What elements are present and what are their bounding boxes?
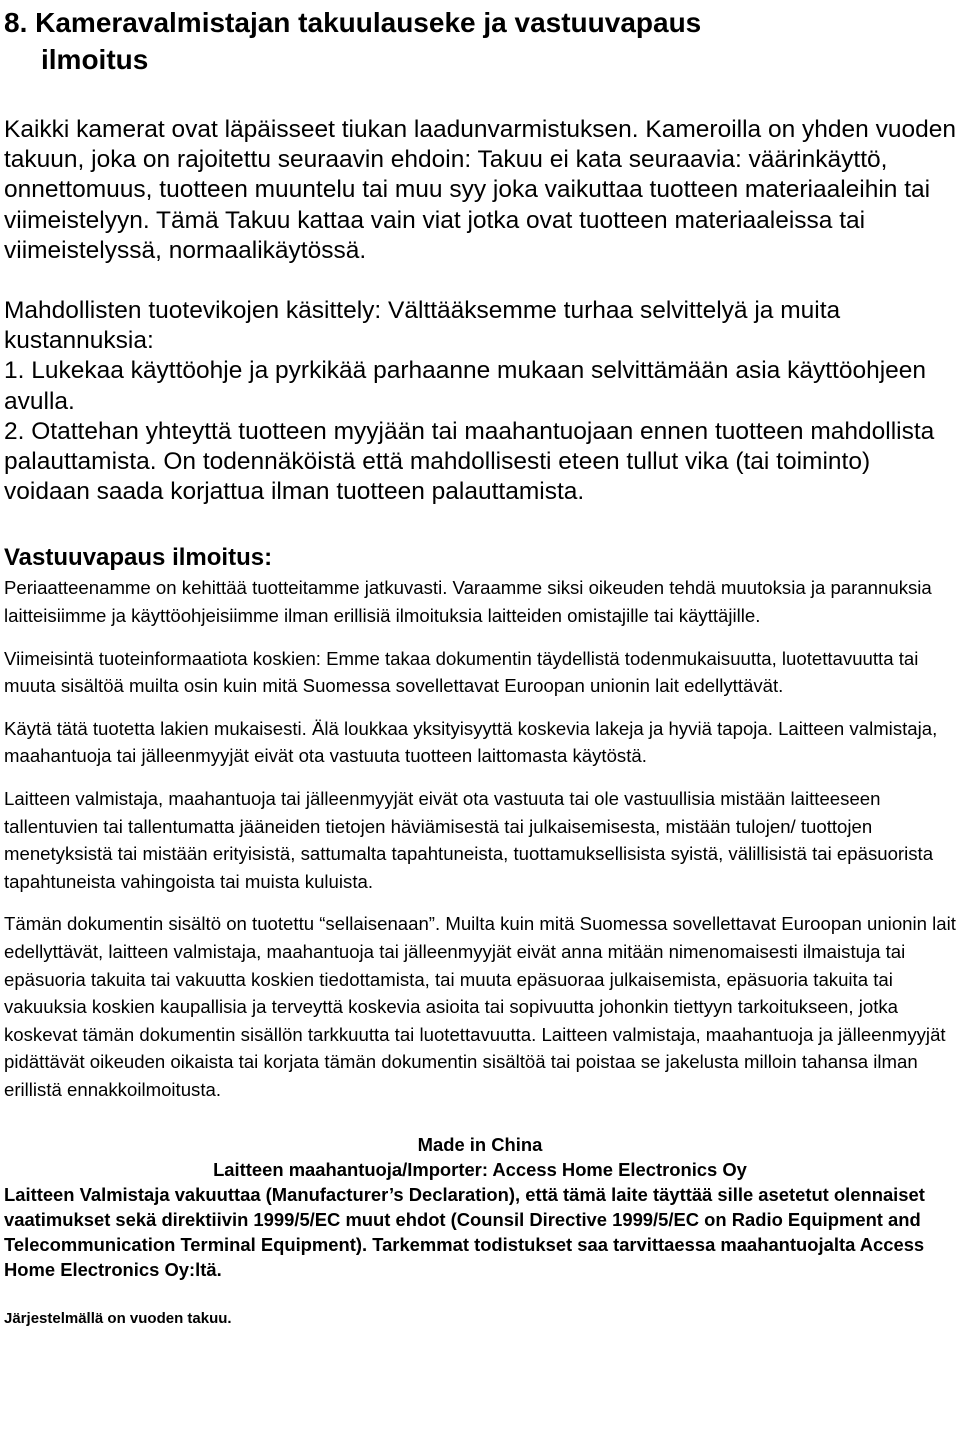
disclaimer-paragraph-1: Periaatteenamme on kehittää tuotteitamme jatkuvasti. Varaamme siksi oikeuden tehdä muutoksia ja parannuksia laitteisiimme ja käyttöohjeisiimme ilman erillisiä ilmoituksia laitteiden omistajille tai käyttäjille. [4, 577, 932, 627]
warranty-note: Järjestelmällä on vuoden takuu. [4, 1309, 232, 1327]
disclaimer-heading: Vastuuvapaus ilmoitus: [4, 544, 273, 572]
section-title-line-1 [4, 4, 956, 41]
defect-step-2: 2. Otattehan yhteyttä tuotteen myyjään tai maahantuojaan ennen tuotteen mahdollista palauttamista. On todennäköistä että mahdollisesti eteen tullut vika (tai toiminto) voidaan saada korjattua ilman tuotteen palauttamista. [4, 417, 935, 506]
section-title [4, 0, 956, 78]
disclaimer-paragraph-5: Tämän dokumentin sisältö on tuotettu “sellaisenaan”. Muilta kuin mitä Suomessa sovellettavat Euroopan unionin lait edellyttävät, laitteen valmistaja, maahantuoja tai jälleenmyyjät eivät anna mitään nimenomaisesti ilmaistuja tai epäsuoria takuita tai vakuutta koskien tiedottamista, tai muuta epäsuoraa julkaisemista, epäsuoria takuita tai vakuuksia koskien kaupallisia ja terveyttä koskevia asioita tai sopivuutta johonkin tiettyyn tarkoitukseen, jotka koskevat tämän dokumentin sisällön tarkkuutta tai luotettavuutta. Laitteen valmistaja, maahantuoja ja jälleenmyyjät pidättävät oikeuden oikaista tai korjata tämän dokumentin sisältöä tai poistaa se jakelusta milloin tahansa ilman erillistä ennakkoilmoitusta. [4, 913, 956, 1100]
manufacturer-declaration: Laitteen Valmistaja vakuuttaa (Manufacturer’s Declaration), että tämä laite täyttää sille asetetut olennaiset vaatimukset sekä direktiivin 1999/5/EC muut ehdot (Counsil Directive 1999/5/EC on Radio Equipment and Telecommunication Terminal Equipment). Tarkemmat todistukset saa tarvittaessa maahantuojalta Access Home Electronics Oy:ltä. [4, 1183, 925, 1280]
warranty-paragraph: Kaikki kamerat ovat läpäisseet tiukan laadunvarmistuksen. Kameroilla on yhden vuoden takuun, joka on rajoitettu seuraavin ehdoin: Takuu ei kata seuraavia: väärinkäyttö, onnettomuus, tuotteen muuntelu tai muu syy joka vaikuttaa tuotteen materiaaleihin tai viimeistelyyn. Tämä Takuu kattaa vain viat jotka ovat tuotteen materiaaleissa tai viimeistelyssä, normaalikäytössä. [4, 116, 956, 264]
importer-label: Laitteen maahantuoja/Importer: Access Home Electronics Oy [213, 1158, 747, 1180]
disclaimer-paragraph-3: Käytä tätä tuotetta lakien mukaisesti. Älä loukkaa yksityisyyttä koskevia lakeja ja hyviä tapoja. Laitteen valmistaja, maahantuoja tai jälleenmyyjät eivät ota vastuuta tuotteen laittomasta käytöstä. [4, 717, 938, 767]
section-title-line-2: ilmoitus [41, 44, 149, 75]
document-page [4, 0, 956, 1344]
made-in-label: Made in China [417, 1133, 543, 1155]
footer-block [4, 1132, 956, 1282]
section-number: 8. [4, 7, 28, 38]
defect-step-1: 1. Lukekaa käyttöohje ja pyrkikää parhaanne mukaan selvittämään asia käyttöohjeen avulla. [4, 357, 927, 415]
disclaimer-paragraph-4: Laitteen valmistaja, maahantuoja tai jälleenmyyjät eivät ota vastuuta tai ole vastuullisia mistään laitteeseen tallentuvien tai tallentumatta jääneiden tietojen häviämisestä tai julkaisemisesta, mistään tulojen/ tuottojen menetyksistä tai mistään erityisistä, sattumalta tapahtuneista, tuottamuksellisista syistä, välillisistä tai epäsuorista tapahtuneista vahingoista tai muista kuluista. [4, 788, 934, 892]
defect-handling-intro: Mahdollisten tuotevikojen käsittely: Välttääksemme turhaa selvittelyä ja muita kustannuksia: [4, 297, 841, 355]
disclaimer-paragraph-2: Viimeisintä tuoteinformaatiota koskien: Emme takaa dokumentin täydellistä todenmukaisuutta, luotettavuutta tai muuta sisältöä muilta osin kuin mitä Suomessa sovellettavat Euroopan unionin lait edellyttävät. [4, 647, 919, 697]
section-title-text: Kameravalmistajan takuulauseke ja vastuuvapaus [35, 7, 702, 38]
